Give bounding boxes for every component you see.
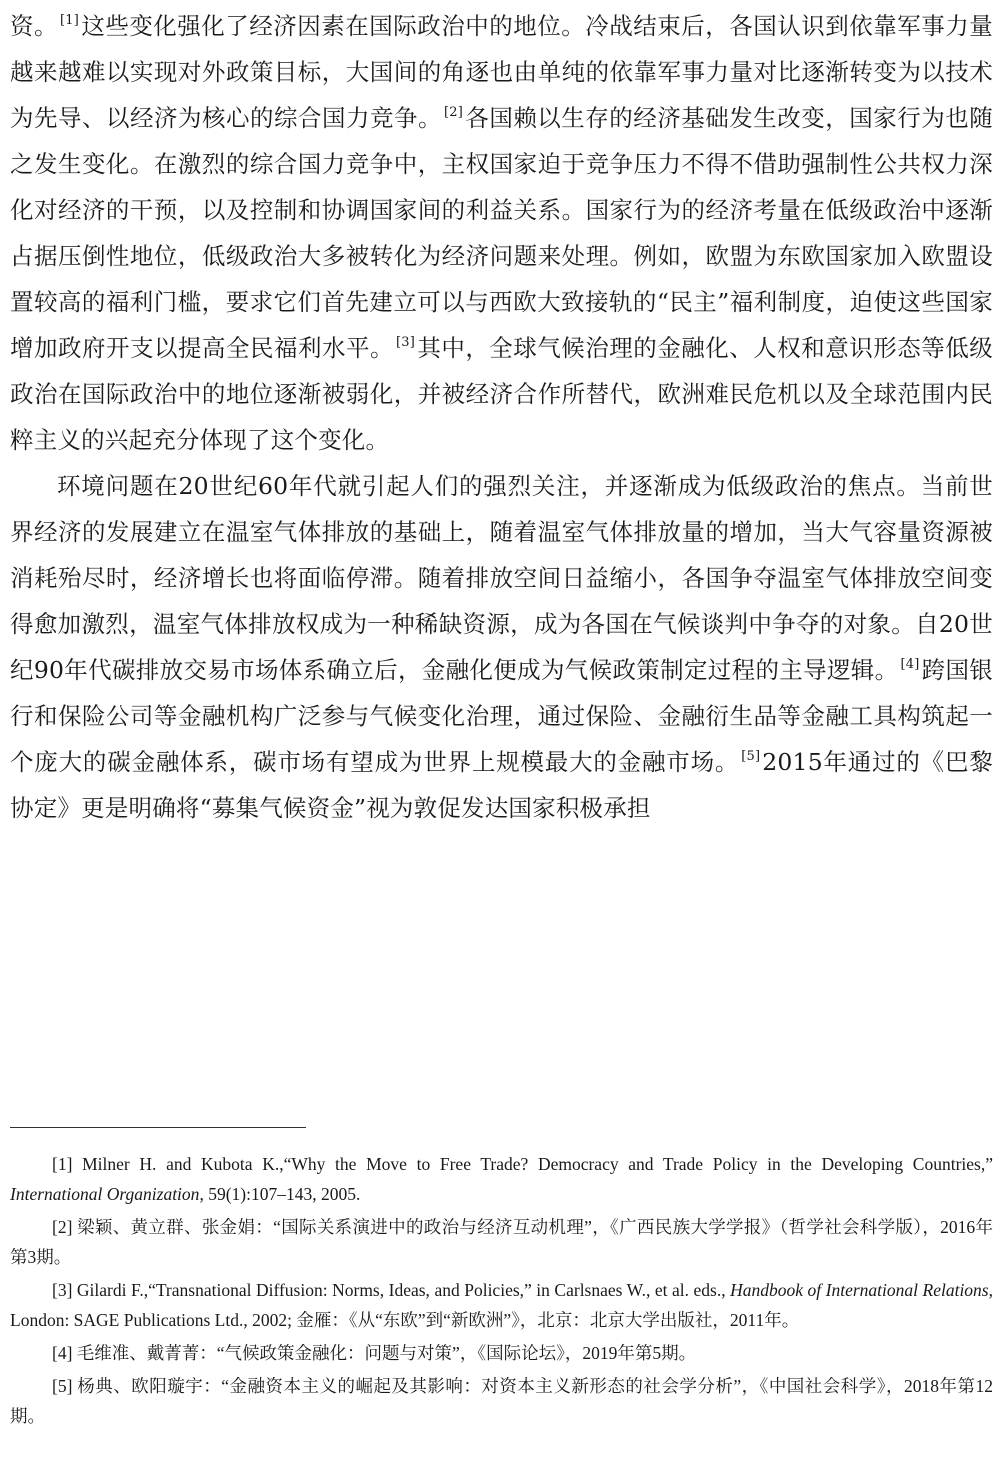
footnote-ref[interactable]: [5] <box>741 749 761 764</box>
text-run: 跨国银行和保险公司等金融机构广泛参与气候变化治理，通过保险、金融衍生品等金融工具构筑起一个庞大的碳金融体系，碳市场有望成为世界上规模最大的金融市场。 <box>10 656 993 776</box>
text-run: [3] Gilardi F.,“Transnational Diffusion: Norms, Ideas, and Policies,” in Carlsnaes W., et al. eds., <box>52 1280 731 1300</box>
footnote-item <box>10 1149 993 1209</box>
text-run: [1] Milner H. and Kubota K.,“Why the Move to Free Trade? Democracy and Trade Policy in the Developing Countries,” <box>52 1154 993 1174</box>
footnote-ref[interactable]: [4] <box>900 657 920 672</box>
body-text <box>10 0 993 831</box>
text-run: 资。 <box>10 12 58 40</box>
footnote-divider <box>10 1127 306 1128</box>
text-run: 其中，全球气候治理的金融化、人权和意识形态等低级政治在国际政治中的地位逐渐被弱化，并被经济合作所替代，欧洲难民危机以及全球范围内民粹主义的兴起充分体现了这个变化。 <box>10 334 993 454</box>
document-page <box>10 0 993 1465</box>
footnote-item <box>10 1212 993 1272</box>
text-run: 各国赖以生存的经济基础发生改变，国家行为也随之发生变化。在激烈的综合国力竞争中，主权国家迫于竞争压力不得不借助强制性公共权力深化对经济的干预，以及控制和协调国家间的利益关系。国家行为的经济考量在低级政治中逐渐占据压倒性地位，低级政治大多被转化为经济问题来处理。例如，欧盟为东欧国家加入欧盟设置较高的福利门槛，要求它们首先建立可以与西欧大致接轨的“民主”福利制度，迫使这些国家增加政府开支以提高全民福利水平。 <box>10 104 993 362</box>
text-run: 环境问题在20世纪60年代就引起人们的强烈关注，并逐渐成为低级政治的焦点。当前世界经济的发展建立在温室气体排放的基础上，随着温室气体排放量的增加，当大气容量资源被消耗殆尽时，经济增长也将面临停滞。随着排放空间日益缩小，各国争夺温室气体排放空间变得愈加激烈，温室气体排放权成为一种稀缺资源，成为各国在气候谈判中争夺的对象。自20世纪90年代碳排放交易市场体系确立后，金融化便成为气候政策制定过程的主导逻辑。 <box>10 472 993 684</box>
footnote-ref[interactable]: [3] <box>396 335 416 350</box>
text-run: 2015年通过的《巴黎协定》更是明确将“募集气候资金”视为敦促发达国家积极承担 <box>10 748 993 822</box>
body-paragraph <box>10 3 993 463</box>
footnote-ref[interactable]: [1] <box>60 13 80 28</box>
text-run: [2] 梁颖、黄立群、张金娟：“国际关系演进中的政治与经济互动机理”，《广西民族大学学报》（哲学社会科学版），2016年第3期。 <box>10 1217 993 1267</box>
text-run: , 59(1):107–143, 2005. <box>199 1184 361 1204</box>
footnote-item <box>10 1371 993 1431</box>
body-paragraph <box>10 463 993 831</box>
italic-title: Handbook of International Relations <box>730 1280 989 1300</box>
text-run: [4] 毛维准、戴菁菁：“气候政策金融化：问题与对策”，《国际论坛》，2019年第5期。 <box>52 1343 697 1363</box>
text-run: 这些变化强化了经济因素在国际政治中的地位。冷战结束后，各国认识到依靠军事力量越来越难以实现对外政策目标，大国间的角逐也由单纯的依靠军事力量对比逐渐转变为以技术为先导、以经济为核心的综合国力竞争。 <box>10 12 993 132</box>
italic-title: International Organization <box>10 1184 200 1204</box>
text-run: [5] 杨典、欧阳璇宇：“金融资本主义的崛起及其影响：对资本主义新形态的社会学分析”，《中国社会科学》，2018年第12期。 <box>10 1376 993 1426</box>
footnote-item <box>10 1338 993 1368</box>
footnote-item <box>10 1275 993 1335</box>
footnotes <box>10 1149 993 1434</box>
footnote-ref[interactable]: [2] <box>444 105 464 120</box>
text-run: , London: SAGE Publications Ltd., 2002; 金雁：《从“东欧”到“新欧洲”》，北京：北京大学出版社，2011年。 <box>10 1280 993 1330</box>
